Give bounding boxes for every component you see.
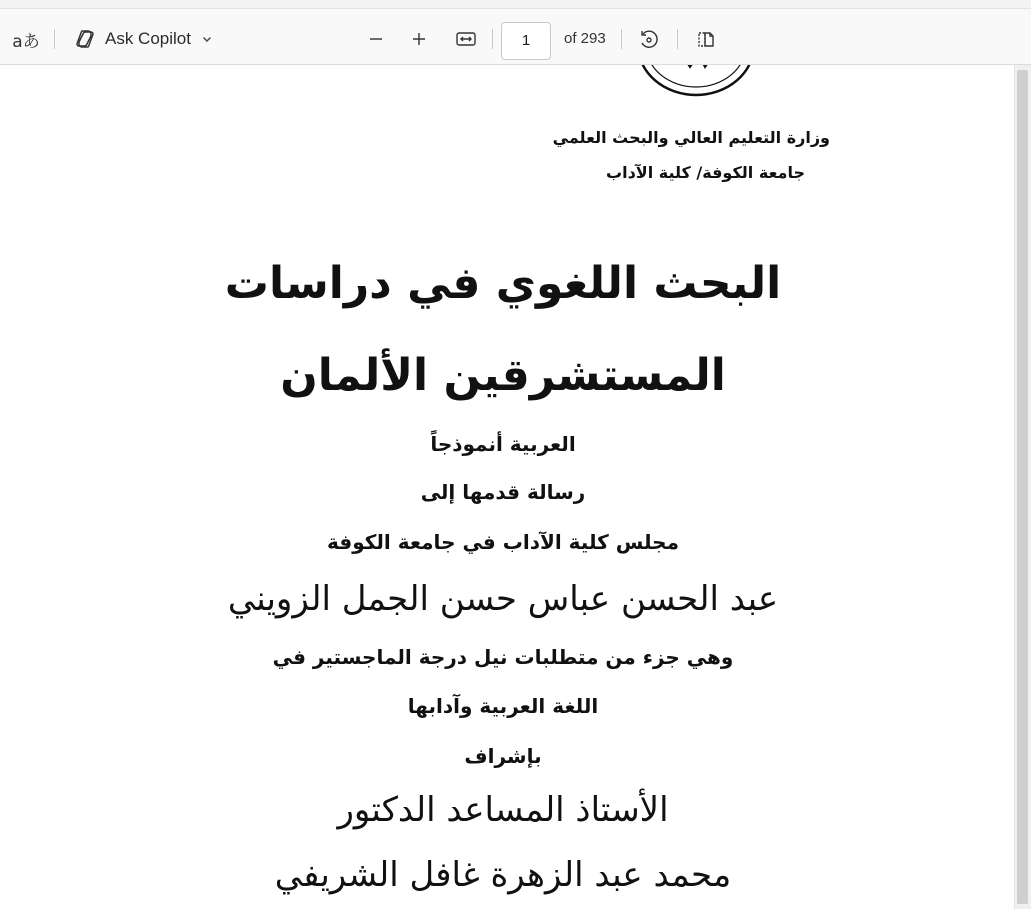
toolbar-divider	[621, 29, 622, 49]
page-number-input[interactable]: 1	[501, 22, 551, 60]
ask-copilot-button[interactable]	[66, 23, 228, 55]
page-count-label: of 293	[564, 30, 606, 47]
rotate-button[interactable]	[633, 23, 665, 55]
zoom-out-button[interactable]	[360, 23, 392, 55]
thesis-title-line-2: المستشرقين الألمان	[280, 350, 726, 401]
copilot-icon	[74, 28, 96, 50]
ministry-heading: وزارة التعليم العالي والبحث العلمي	[552, 128, 830, 147]
scrollbar-thumb[interactable]	[1017, 70, 1028, 904]
pdf-page-view[interactable]	[0, 65, 1014, 909]
author-name: عبد الحسن عباس حسن الجمل الزويني	[227, 579, 779, 619]
thesis-title-line-1: البحث اللغوي في دراسات	[224, 258, 782, 309]
pdf-toolbar	[0, 9, 1031, 65]
field-of-study-line: اللغة العربية وآدابها	[407, 694, 599, 718]
two-page-view-icon	[695, 30, 717, 48]
rotate-icon	[638, 28, 660, 50]
council-line: مجلس كلية الآداب في جامعة الكوفة	[327, 530, 679, 554]
window-top-edge	[0, 0, 1031, 9]
supervision-label: بإشراف	[464, 744, 542, 768]
zoom-in-button[interactable]	[403, 23, 435, 55]
university-heading: جامعة الكوفة/ كلية الآداب	[606, 163, 805, 182]
ask-copilot-label: Ask Copilot	[105, 29, 191, 48]
degree-requirement-line: وهي جزء من متطلبات نيل درجة الماجستير في	[272, 645, 734, 669]
toolbar-divider	[492, 29, 493, 49]
fit-width-icon	[455, 30, 477, 48]
professor-title: الأستاذ المساعد الدكتور	[337, 790, 669, 830]
minus-icon	[368, 31, 384, 47]
read-aloud-icon: aあ	[12, 31, 40, 52]
submitted-to-line: رسالة قدمها إلى	[420, 480, 586, 504]
university-seal-emblem	[626, 65, 766, 97]
thesis-subtitle: العربية أنموذجاً	[430, 432, 576, 456]
supervisor-name: محمد عبد الزهرة غافل الشريفي	[274, 855, 732, 895]
read-aloud-button[interactable]	[10, 26, 42, 52]
page-view-button[interactable]	[690, 23, 722, 55]
toolbar-divider	[54, 29, 55, 49]
plus-icon	[411, 31, 427, 47]
chevron-down-icon	[201, 33, 213, 45]
fit-width-button[interactable]	[450, 23, 482, 55]
toolbar-divider	[677, 29, 678, 49]
